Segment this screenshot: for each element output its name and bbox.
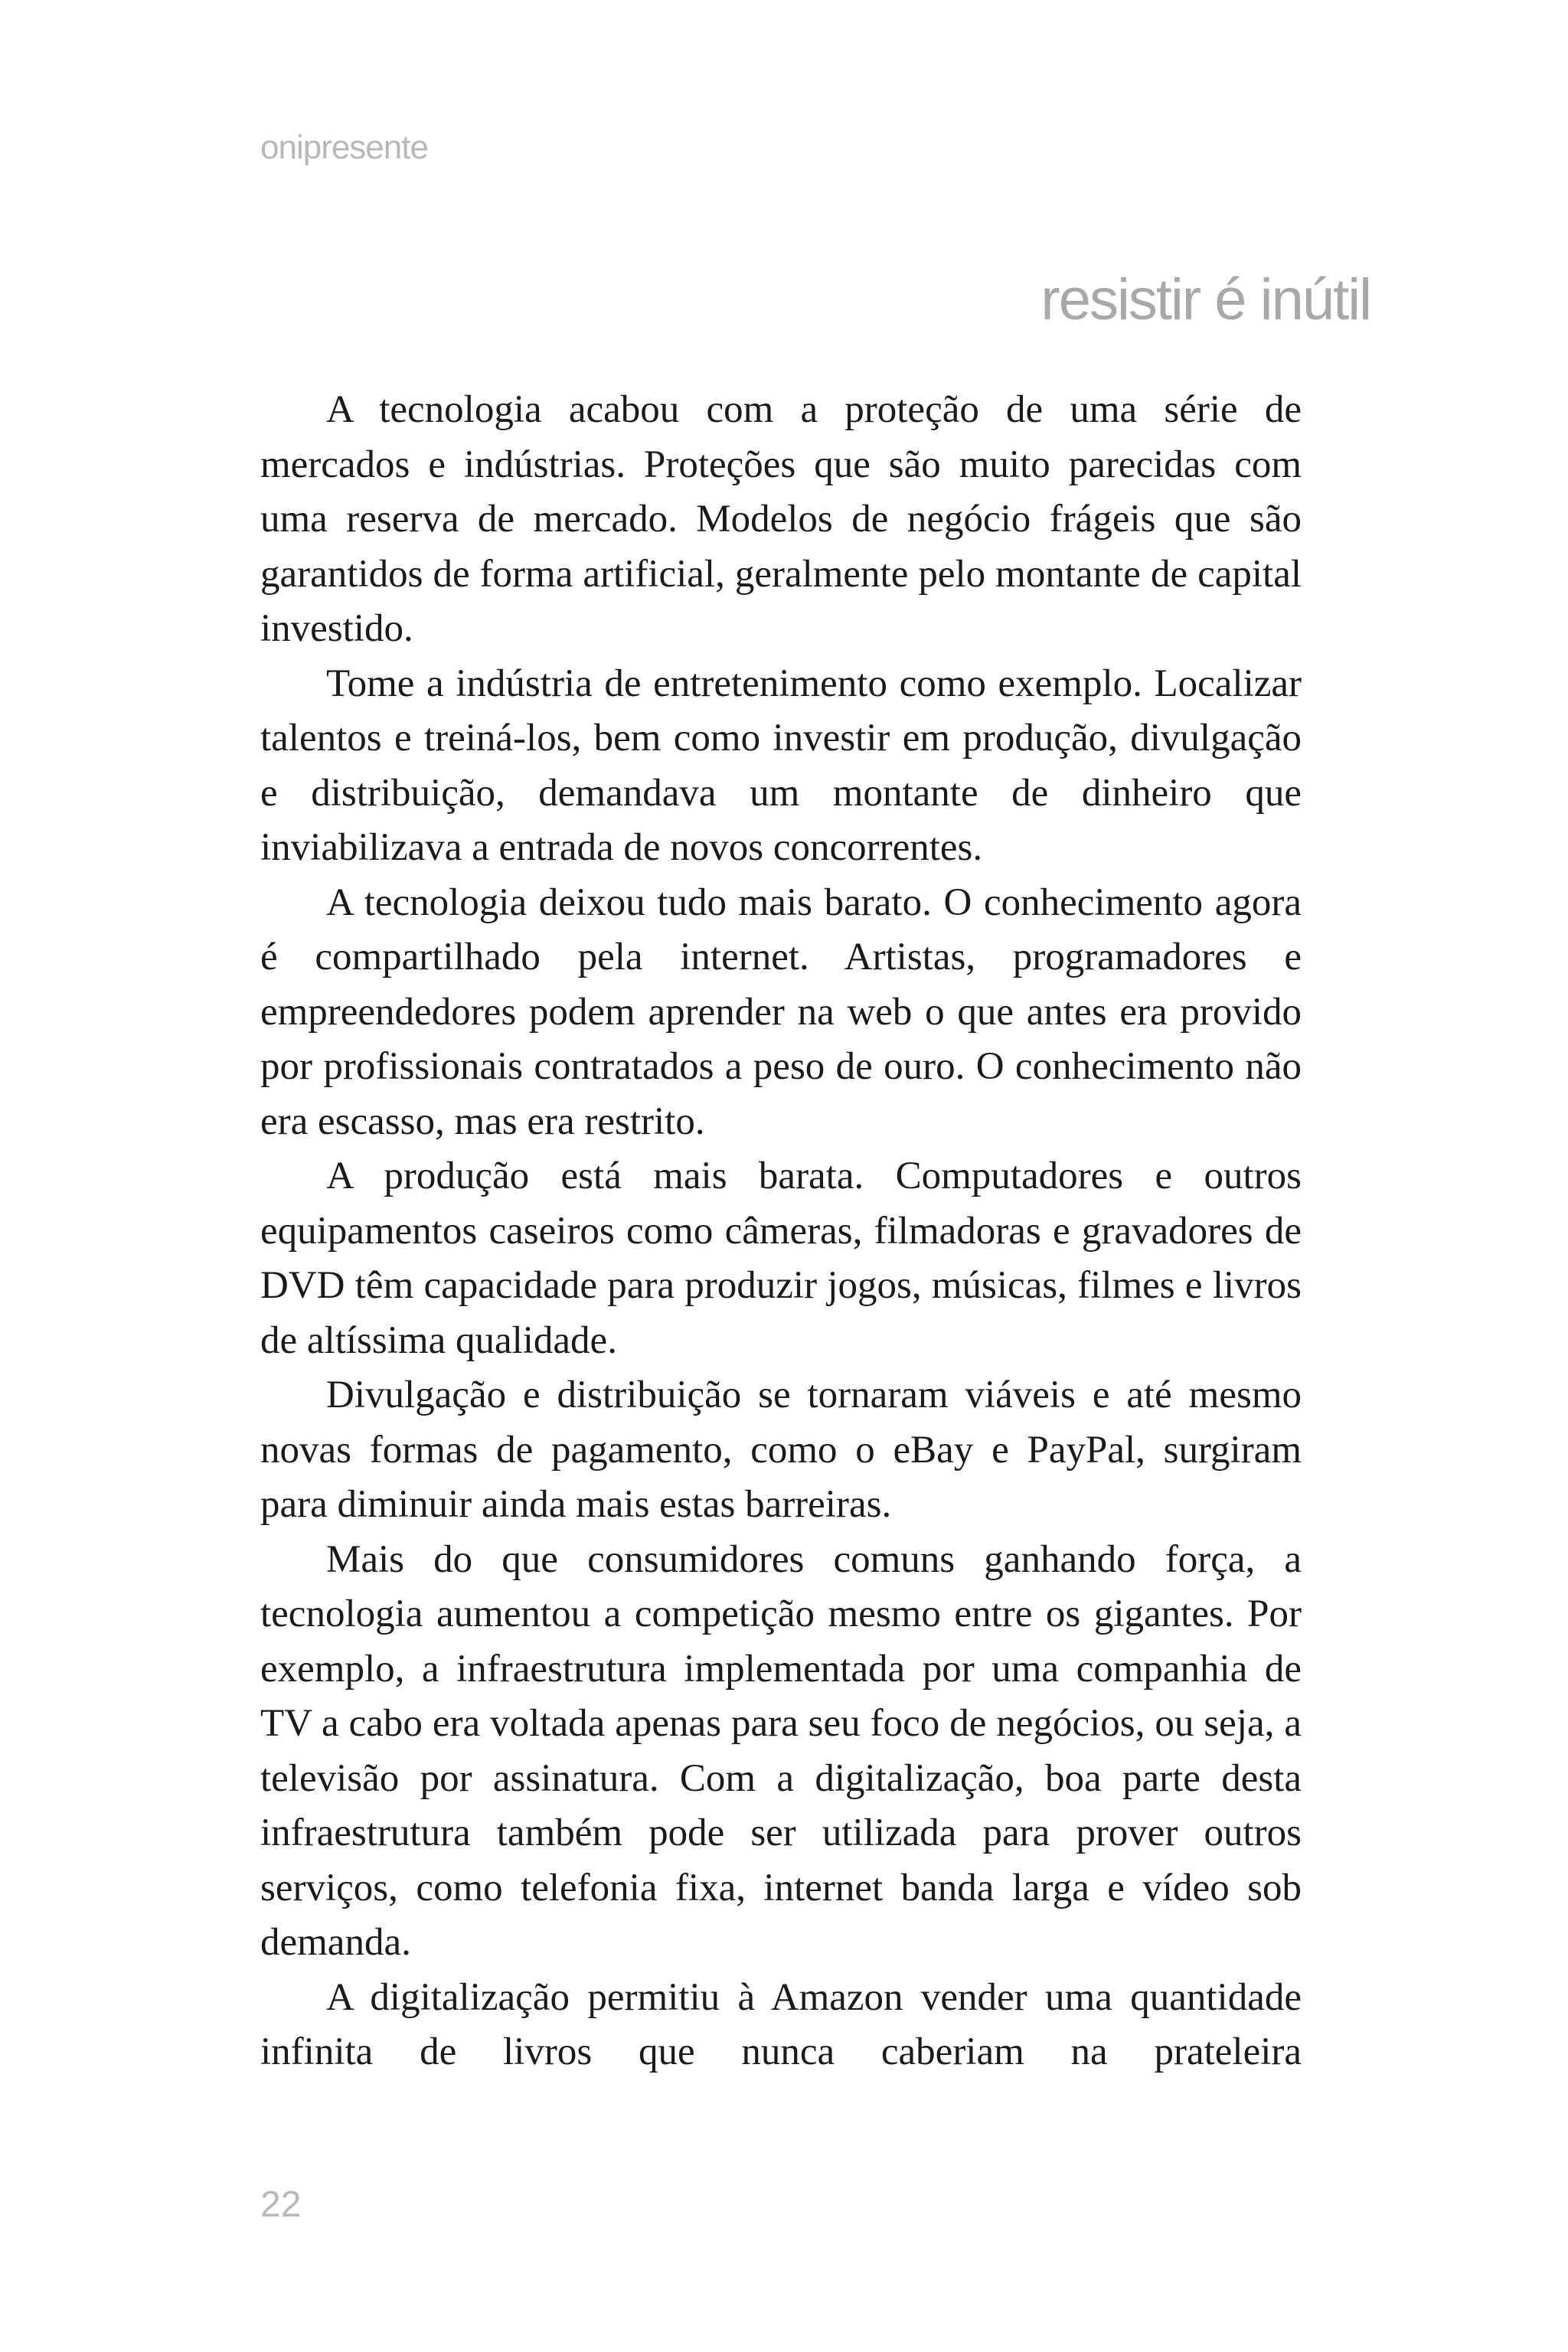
page-number: 22 xyxy=(260,2184,302,2225)
paragraph: Divulgação e distribuição se tornaram viáveis e até mesmo novas formas de pagamento, como o eBay e PayPal, surgiram para diminuir ainda mais estas barreiras. xyxy=(260,1374,1302,1526)
body-text xyxy=(260,383,1302,2080)
paragraph: A produção está mais barata. Computadores e outros equipamentos caseiros como câmeras, filmadoras e gravadores de DVD têm capacidade para produzir jogos, músicas, filmes e livros de altíssima qualidade. xyxy=(260,1155,1302,1362)
paragraph: Mais do que consumidores comuns ganhando força, a tecnologia aumentou a competição mesmo entre os gigantes. Por exemplo, a infraestrutura implementada por uma companhia de TV a cabo era voltada apenas para seu foco de negócios, ou seja, a televisão por assinatura. Com a digitalização, boa parte desta infraestrutura também pode ser utilizada para prover outros serviços, como telefonia fixa, internet banda larga e vídeo sob demanda. xyxy=(260,1537,1302,1964)
paragraph: A tecnologia acabou com a proteção de uma série de mercados e indústrias. Proteções que são muito parecidas com uma reserva de mercado. Modelos de negócio frágeis que são garantidos de forma artificial, geralmente pelo montante de capital investido. xyxy=(260,388,1302,650)
paragraph: A tecnologia deixou tudo mais barato. O conhecimento agora é compartilhado pela internet. Artistas, programadores e empreendedores podem aprender na web o que antes era provido por profissionais contratados a peso de ouro. O conhecimento não era escasso, mas era restrito. xyxy=(260,880,1302,1143)
running-header: onipresente xyxy=(260,129,428,166)
paragraph: A digitalização permitiu à Amazon vender uma quantidade infinita de livros que nunca caberiam na prateleira xyxy=(260,1975,1302,2073)
chapter-title: resistir é inútil xyxy=(1040,267,1370,332)
paragraph: Tome a indústria de entretenimento como exemplo. Localizar talentos e treiná-los, bem como investir em produção, divulgação e distribuição, demandava um montante de dinheiro que inviabilizava a entrada de novos concorrentes. xyxy=(260,662,1302,869)
